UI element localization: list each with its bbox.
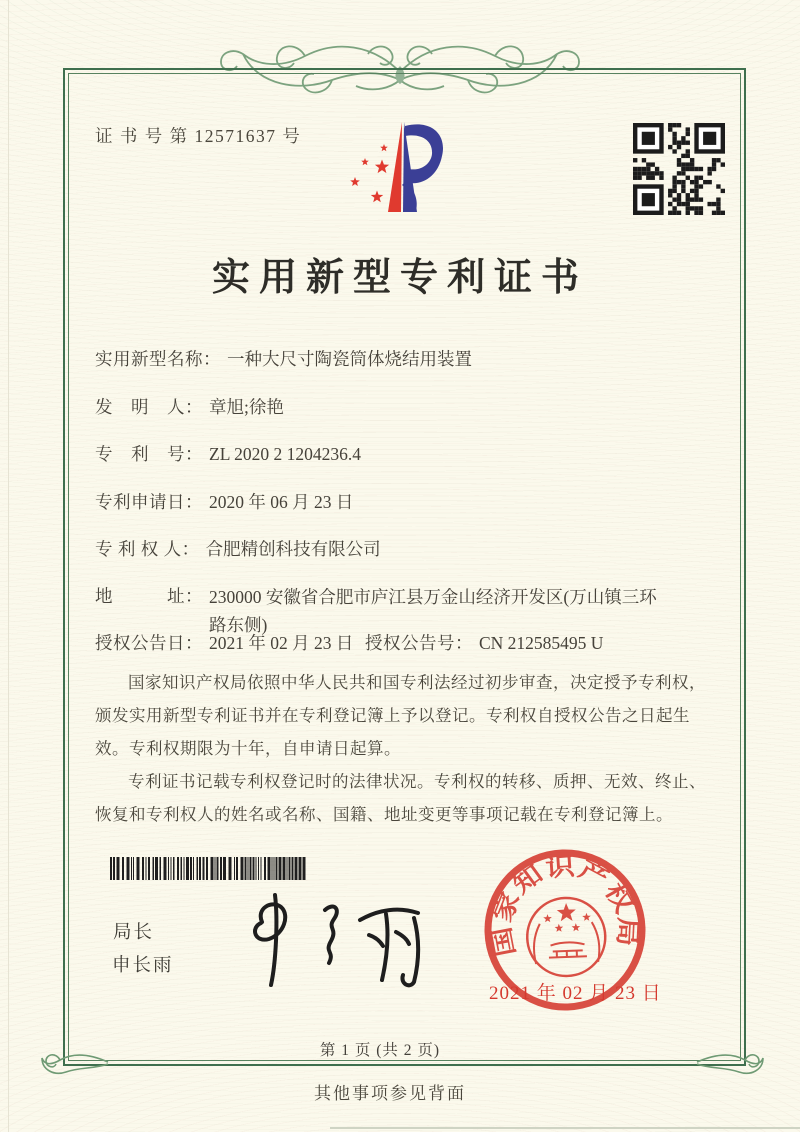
field-row-patentee — [95, 536, 381, 561]
field-label: 地 址： — [95, 586, 203, 606]
svg-text:国家知识产权局: 国家知识产权局 — [489, 853, 641, 959]
field-label: 授权公告号： — [365, 633, 473, 653]
certificate-title: 实用新型专利证书 — [211, 257, 588, 299]
field-label: 专 利 权 人： — [95, 539, 200, 559]
field-value: 章旭;徐艳 — [209, 397, 284, 417]
field-value: 合肥精创科技有限公司 — [205, 539, 381, 559]
field-value: 2021 年 02 月 23 日 — [209, 633, 354, 653]
field-row-name — [95, 346, 472, 371]
field-row-filing-date — [95, 489, 353, 514]
qr-code-icon — [633, 123, 725, 215]
signer-name: 申长雨 — [112, 956, 174, 976]
field-label: 专利申请日： — [95, 492, 203, 512]
field-value: 2020 年 06 月 23 日 — [209, 492, 354, 512]
field-label: 授权公告日： — [95, 633, 203, 653]
field-label: 专 利 号： — [95, 444, 203, 464]
page-bottom-shadow — [330, 1127, 800, 1129]
page-edge-line — [8, 0, 9, 1132]
back-side-note: 其他事项参见背面 — [314, 1084, 466, 1103]
field-value: 一种大尺寸陶瓷筒体烧结用装置 — [227, 349, 472, 369]
certificate-number: 证 书 号 第 12571637 号 — [95, 126, 302, 146]
field-label: 发 明 人： — [95, 397, 203, 417]
field-grant-number — [365, 630, 603, 655]
field-label: 实用新型名称： — [95, 349, 221, 369]
field-value: CN 212585495 U — [479, 633, 604, 653]
field-row-grant — [95, 630, 604, 655]
signer-title: 局长 — [113, 923, 155, 943]
handwritten-signature-icon — [228, 890, 438, 998]
legal-paragraph-2: 专利证书记载专利权登记时的法律状况。专利权的转移、质押、无效、终止、恢复和专利权人的姓名或名称、国籍、地址变更等事项记载在专利登记簿上。 — [95, 772, 706, 824]
field-row-patent-number — [95, 441, 361, 466]
page-indicator: 第 1 页 (共 2 页) — [319, 1042, 441, 1059]
legal-text — [95, 666, 717, 831]
field-value: ZL 2020 2 1204236.4 — [209, 444, 361, 464]
barcode-icon — [110, 857, 308, 880]
cnipa-logo-icon — [332, 110, 472, 230]
legal-paragraph-1: 国家知识产权局依照中华人民共和国专利法经过初步审查，决定授予专利权，颁发实用新型专利证书并在专利登记簿上予以登记。专利权自授权公告之日起生效。专利权期限为十年，自申请日起算。 — [95, 673, 706, 758]
field-value: 230000 安徽省合肥市庐江县万金山经济开发区(万山镇三环路东侧) — [209, 587, 657, 636]
seal-date: 2021 年 02 月 23 日 — [489, 983, 662, 1004]
field-row-inventor — [95, 394, 284, 419]
